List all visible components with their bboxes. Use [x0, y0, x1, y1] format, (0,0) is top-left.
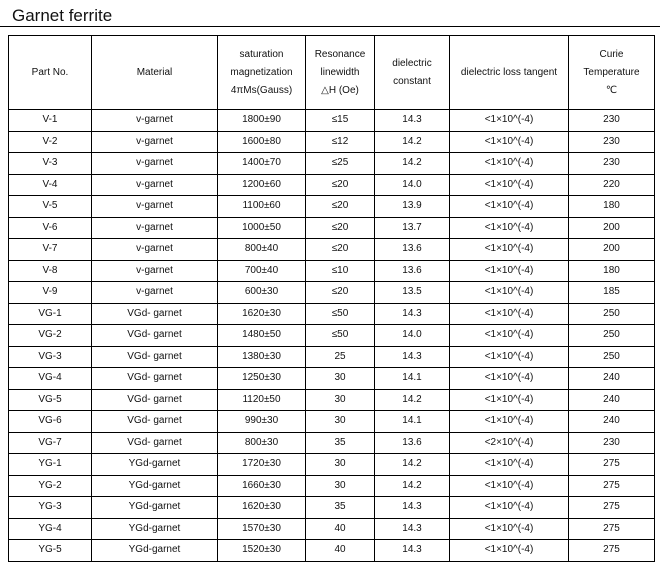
cell-saturation-magnetization: 1120±50 — [218, 389, 306, 411]
cell-dielectric-constant: 14.1 — [375, 368, 450, 390]
cell-curie-temperature: 250 — [569, 303, 655, 325]
cell-dielectric-loss-tangent: <1×10^(-4) — [450, 282, 569, 304]
cell-resonance-linewidth: 25 — [306, 346, 375, 368]
cell-curie-temperature: 275 — [569, 475, 655, 497]
cell-resonance-linewidth: ≤50 — [306, 303, 375, 325]
table-row — [9, 153, 655, 175]
cell-part-no: V-3 — [9, 153, 92, 175]
header-resonance-linewidth: Resonance linewidth △H (Oe) — [306, 36, 375, 110]
table-row — [9, 432, 655, 454]
cell-part-no: V-7 — [9, 239, 92, 261]
cell-material: YGd-garnet — [92, 497, 218, 519]
cell-dielectric-loss-tangent: <1×10^(-4) — [450, 260, 569, 282]
cell-material: VGd- garnet — [92, 389, 218, 411]
table-row — [9, 475, 655, 497]
cell-curie-temperature: 240 — [569, 411, 655, 433]
cell-dielectric-constant: 13.9 — [375, 196, 450, 218]
table-row — [9, 540, 655, 562]
table-row — [9, 325, 655, 347]
cell-saturation-magnetization: 1600±80 — [218, 131, 306, 153]
cell-resonance-linewidth: ≤20 — [306, 239, 375, 261]
cell-part-no: V-8 — [9, 260, 92, 282]
cell-dielectric-loss-tangent: <1×10^(-4) — [450, 131, 569, 153]
cell-dielectric-constant: 14.3 — [375, 497, 450, 519]
cell-saturation-magnetization: 1620±30 — [218, 303, 306, 325]
cell-curie-temperature: 275 — [569, 497, 655, 519]
cell-dielectric-constant: 14.3 — [375, 303, 450, 325]
cell-saturation-magnetization: 1570±30 — [218, 518, 306, 540]
page-title: Garnet ferrite — [12, 6, 113, 25]
cell-material: VGd- garnet — [92, 346, 218, 368]
cell-dielectric-constant: 14.0 — [375, 325, 450, 347]
table-row — [9, 174, 655, 196]
cell-resonance-linewidth: 40 — [306, 540, 375, 562]
cell-resonance-linewidth: ≤10 — [306, 260, 375, 282]
cell-resonance-linewidth: ≤20 — [306, 174, 375, 196]
cell-dielectric-constant: 13.6 — [375, 260, 450, 282]
cell-dielectric-constant: 13.5 — [375, 282, 450, 304]
cell-resonance-linewidth: ≤20 — [306, 217, 375, 239]
cell-material: v-garnet — [92, 131, 218, 153]
table-row — [9, 454, 655, 476]
table-row — [9, 518, 655, 540]
cell-resonance-linewidth: ≤20 — [306, 282, 375, 304]
cell-material: VGd- garnet — [92, 411, 218, 433]
table-header-row — [9, 36, 655, 110]
cell-saturation-magnetization: 990±30 — [218, 411, 306, 433]
cell-curie-temperature: 200 — [569, 217, 655, 239]
cell-material: YGd-garnet — [92, 518, 218, 540]
cell-curie-temperature: 275 — [569, 540, 655, 562]
cell-material: v-garnet — [92, 282, 218, 304]
cell-material: VGd- garnet — [92, 368, 218, 390]
cell-curie-temperature: 220 — [569, 174, 655, 196]
cell-resonance-linewidth: ≤25 — [306, 153, 375, 175]
cell-resonance-linewidth: ≤50 — [306, 325, 375, 347]
cell-dielectric-constant: 14.3 — [375, 540, 450, 562]
cell-saturation-magnetization: 1520±30 — [218, 540, 306, 562]
cell-saturation-magnetization: 1620±30 — [218, 497, 306, 519]
cell-dielectric-loss-tangent: <1×10^(-4) — [450, 540, 569, 562]
cell-dielectric-constant: 14.3 — [375, 346, 450, 368]
cell-resonance-linewidth: 40 — [306, 518, 375, 540]
cell-dielectric-loss-tangent: <1×10^(-4) — [450, 153, 569, 175]
cell-resonance-linewidth: ≤20 — [306, 196, 375, 218]
cell-part-no: YG-2 — [9, 475, 92, 497]
cell-dielectric-constant: 14.2 — [375, 475, 450, 497]
cell-saturation-magnetization: 1480±50 — [218, 325, 306, 347]
cell-curie-temperature: 240 — [569, 368, 655, 390]
header-saturation-magnetization: saturation magnetization 4πMs(Gauss) — [218, 36, 306, 110]
cell-dielectric-constant: 14.3 — [375, 518, 450, 540]
cell-material: YGd-garnet — [92, 540, 218, 562]
cell-saturation-magnetization: 1660±30 — [218, 475, 306, 497]
cell-dielectric-constant: 14.2 — [375, 389, 450, 411]
cell-saturation-magnetization: 1380±30 — [218, 346, 306, 368]
cell-resonance-linewidth: 30 — [306, 368, 375, 390]
cell-material: VGd- garnet — [92, 303, 218, 325]
table-row — [9, 282, 655, 304]
table-row — [9, 346, 655, 368]
cell-resonance-linewidth: 30 — [306, 475, 375, 497]
cell-saturation-magnetization: 1720±30 — [218, 454, 306, 476]
cell-dielectric-constant: 14.0 — [375, 174, 450, 196]
cell-part-no: YG-5 — [9, 540, 92, 562]
cell-dielectric-constant: 13.6 — [375, 239, 450, 261]
cell-saturation-magnetization: 1100±60 — [218, 196, 306, 218]
cell-curie-temperature: 230 — [569, 153, 655, 175]
cell-dielectric-constant: 14.3 — [375, 110, 450, 132]
table-row — [9, 497, 655, 519]
cell-material: v-garnet — [92, 153, 218, 175]
cell-material: VGd- garnet — [92, 432, 218, 454]
cell-dielectric-loss-tangent: <1×10^(-4) — [450, 325, 569, 347]
cell-material: v-garnet — [92, 110, 218, 132]
cell-resonance-linewidth: ≤12 — [306, 131, 375, 153]
cell-dielectric-constant: 13.7 — [375, 217, 450, 239]
cell-part-no: YG-4 — [9, 518, 92, 540]
header-material: Material — [92, 36, 218, 110]
cell-curie-temperature: 250 — [569, 325, 655, 347]
cell-saturation-magnetization: 1000±50 — [218, 217, 306, 239]
title-divider — [0, 26, 660, 27]
cell-saturation-magnetization: 800±40 — [218, 239, 306, 261]
cell-dielectric-loss-tangent: <1×10^(-4) — [450, 217, 569, 239]
cell-dielectric-loss-tangent: <1×10^(-4) — [450, 475, 569, 497]
cell-dielectric-loss-tangent: <1×10^(-4) — [450, 110, 569, 132]
cell-dielectric-loss-tangent: <1×10^(-4) — [450, 389, 569, 411]
header-dielectric-loss-tangent: dielectric loss tangent — [450, 36, 569, 110]
table-row — [9, 196, 655, 218]
cell-part-no: VG-4 — [9, 368, 92, 390]
cell-curie-temperature: 230 — [569, 110, 655, 132]
cell-dielectric-loss-tangent: <1×10^(-4) — [450, 303, 569, 325]
cell-curie-temperature: 185 — [569, 282, 655, 304]
table-body — [9, 110, 655, 562]
table-row — [9, 368, 655, 390]
cell-dielectric-loss-tangent: <1×10^(-4) — [450, 239, 569, 261]
cell-material: v-garnet — [92, 239, 218, 261]
cell-part-no: VG-5 — [9, 389, 92, 411]
cell-dielectric-loss-tangent: <1×10^(-4) — [450, 368, 569, 390]
cell-part-no: VG-7 — [9, 432, 92, 454]
cell-part-no: YG-3 — [9, 497, 92, 519]
cell-resonance-linewidth: 35 — [306, 497, 375, 519]
cell-part-no: VG-2 — [9, 325, 92, 347]
cell-resonance-linewidth: ≤15 — [306, 110, 375, 132]
cell-dielectric-loss-tangent: <1×10^(-4) — [450, 411, 569, 433]
cell-saturation-magnetization: 700±40 — [218, 260, 306, 282]
cell-material: YGd-garnet — [92, 475, 218, 497]
cell-dielectric-constant: 14.1 — [375, 411, 450, 433]
cell-saturation-magnetization: 600±30 — [218, 282, 306, 304]
cell-saturation-magnetization: 1400±70 — [218, 153, 306, 175]
cell-material: v-garnet — [92, 217, 218, 239]
cell-part-no: V-4 — [9, 174, 92, 196]
cell-dielectric-loss-tangent: <1×10^(-4) — [450, 346, 569, 368]
table-row — [9, 260, 655, 282]
cell-saturation-magnetization: 1250±30 — [218, 368, 306, 390]
cell-curie-temperature: 275 — [569, 518, 655, 540]
cell-part-no: VG-6 — [9, 411, 92, 433]
cell-material: v-garnet — [92, 260, 218, 282]
cell-curie-temperature: 250 — [569, 346, 655, 368]
table-row — [9, 303, 655, 325]
header-dielectric-constant: dielectric constant — [375, 36, 450, 110]
cell-part-no: V-9 — [9, 282, 92, 304]
cell-saturation-magnetization: 1200±60 — [218, 174, 306, 196]
cell-curie-temperature: 240 — [569, 389, 655, 411]
cell-curie-temperature: 200 — [569, 239, 655, 261]
cell-dielectric-loss-tangent: <1×10^(-4) — [450, 518, 569, 540]
cell-curie-temperature: 180 — [569, 196, 655, 218]
cell-resonance-linewidth: 30 — [306, 389, 375, 411]
cell-dielectric-loss-tangent: <1×10^(-4) — [450, 454, 569, 476]
cell-part-no: V-5 — [9, 196, 92, 218]
cell-dielectric-loss-tangent: <1×10^(-4) — [450, 497, 569, 519]
table-row — [9, 389, 655, 411]
header-part-no: Part No. — [9, 36, 92, 110]
cell-resonance-linewidth: 30 — [306, 411, 375, 433]
table-row — [9, 131, 655, 153]
cell-curie-temperature: 230 — [569, 131, 655, 153]
cell-dielectric-constant: 14.2 — [375, 131, 450, 153]
garnet-ferrite-table — [8, 35, 655, 562]
cell-curie-temperature: 180 — [569, 260, 655, 282]
cell-part-no: VG-1 — [9, 303, 92, 325]
cell-saturation-magnetization: 800±30 — [218, 432, 306, 454]
cell-curie-temperature: 230 — [569, 432, 655, 454]
table-row — [9, 411, 655, 433]
cell-saturation-magnetization: 1800±90 — [218, 110, 306, 132]
cell-part-no: V-1 — [9, 110, 92, 132]
cell-material: v-garnet — [92, 196, 218, 218]
cell-dielectric-loss-tangent: <1×10^(-4) — [450, 174, 569, 196]
cell-part-no: V-2 — [9, 131, 92, 153]
table-row — [9, 217, 655, 239]
cell-resonance-linewidth: 30 — [306, 454, 375, 476]
cell-curie-temperature: 275 — [569, 454, 655, 476]
header-curie-temperature: Curie Temperature ℃ — [569, 36, 655, 110]
cell-dielectric-loss-tangent: <2×10^(-4) — [450, 432, 569, 454]
table-row — [9, 110, 655, 132]
cell-resonance-linewidth: 35 — [306, 432, 375, 454]
cell-dielectric-constant: 13.6 — [375, 432, 450, 454]
cell-part-no: V-6 — [9, 217, 92, 239]
cell-dielectric-constant: 14.2 — [375, 454, 450, 476]
cell-material: v-garnet — [92, 174, 218, 196]
cell-material: VGd- garnet — [92, 325, 218, 347]
cell-part-no: YG-1 — [9, 454, 92, 476]
cell-material: YGd-garnet — [92, 454, 218, 476]
cell-part-no: VG-3 — [9, 346, 92, 368]
cell-dielectric-constant: 14.2 — [375, 153, 450, 175]
cell-dielectric-loss-tangent: <1×10^(-4) — [450, 196, 569, 218]
table-row — [9, 239, 655, 261]
